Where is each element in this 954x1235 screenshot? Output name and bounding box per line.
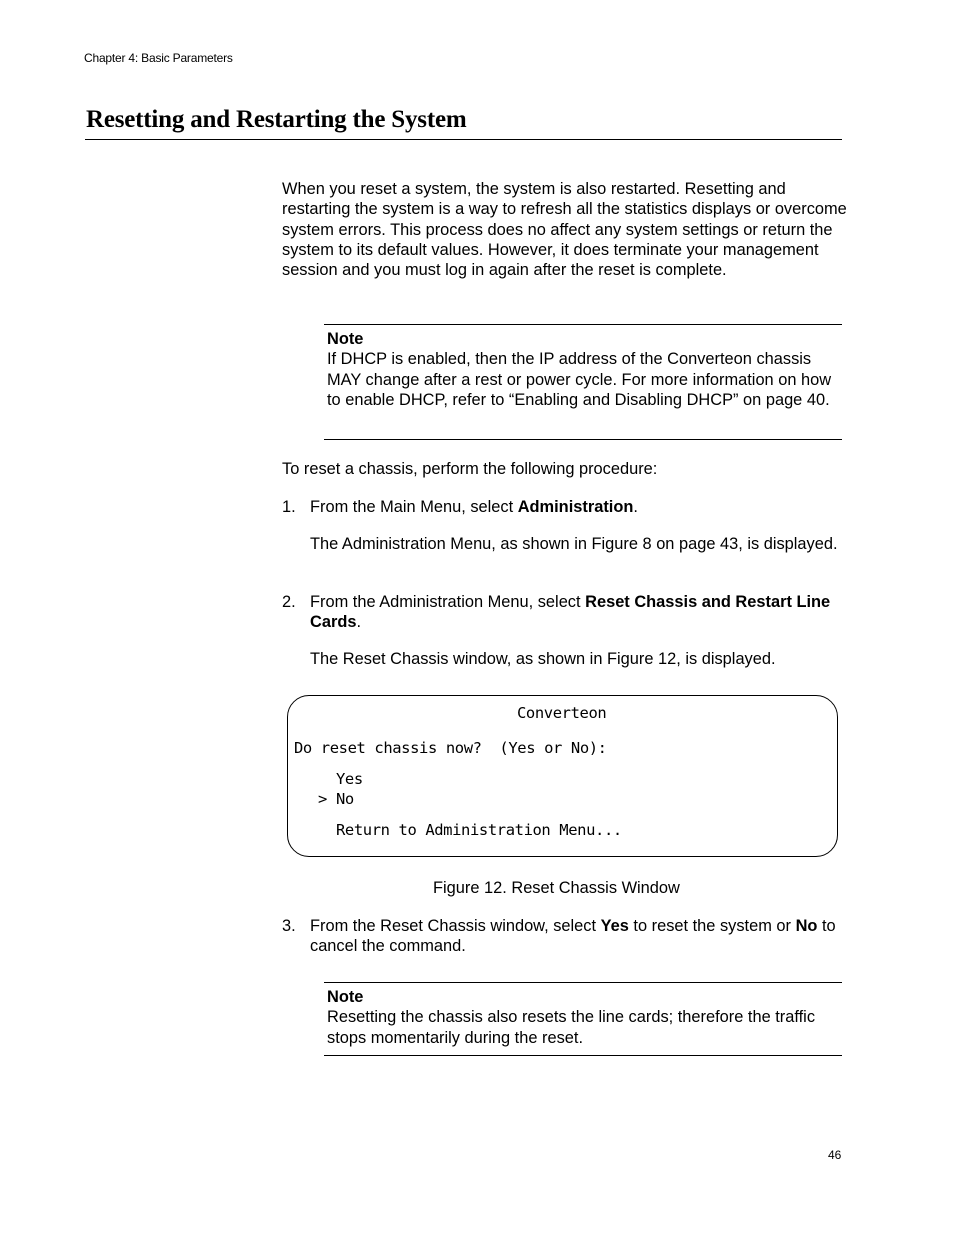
note-text: If DHCP is enabled, then the IP address of the Converteon chassis MAY change after a rest or power cycle. For more information on how to enable DHCP, refer to “Enabling and Disabling DHCP” on page 40. (327, 350, 832, 409)
step-1-result: The Administration Menu, as shown in Figure 8 on page 43, is displayed. (310, 535, 838, 553)
window-title: Converteon (517, 704, 607, 722)
chapter-header: Chapter 4: Basic Parameters (84, 51, 233, 65)
step-1-text: From the Main Menu, select Administration. (310, 498, 638, 516)
step-number: 3. (282, 917, 296, 935)
reset-prompt: Do reset chassis now? (Yes or No): (294, 739, 607, 757)
step-2-result: The Reset Chassis window, as shown in Figure 12, is displayed. (310, 650, 776, 668)
note-label: Note (327, 988, 364, 1006)
step-number: 1. (282, 498, 296, 516)
figure-caption: Figure 12. Reset Chassis Window (433, 879, 680, 897)
menu-item-reset-chassis: Reset Chassis and Restart Line Cards (310, 593, 831, 632)
menu-item-administration: Administration (517, 498, 634, 516)
selection-cursor: > (318, 790, 327, 808)
step-3-text: From the Reset Chassis window, select Yes to reset the system or No to cancel the command. (310, 917, 836, 956)
page-number: 46 (828, 1148, 842, 1162)
note-box-dhcp (324, 324, 842, 440)
intro-paragraph: When you reset a system, the system is also restarted. Resetting and restarting the system is a way to refresh all the statistics displays or overcome system errors. This process does no affect any system settings or return the system to its default values. However, it does terminate your management session and you must log in again after the reset is complete. (282, 180, 847, 280)
procedure-intro: To reset a chassis, perform the following procedure: (282, 460, 658, 478)
note-text: Resetting the chassis also resets the line cards; therefore the traffic stops momentarily during the reset. (327, 1008, 816, 1047)
step-2-text: From the Administration Menu, select Reset Chassis and Restart Line Cards. (310, 593, 831, 632)
note-box-line-cards (324, 982, 842, 1056)
title-divider (85, 139, 842, 140)
option-no[interactable]: No (336, 790, 354, 808)
option-yes[interactable]: Yes (336, 770, 363, 788)
step-number: 2. (282, 593, 296, 611)
section-title: Resetting and Restarting the System (86, 106, 467, 133)
option-return-to-admin-menu[interactable]: Return to Administration Menu... (336, 821, 622, 839)
note-label: Note (327, 330, 364, 348)
